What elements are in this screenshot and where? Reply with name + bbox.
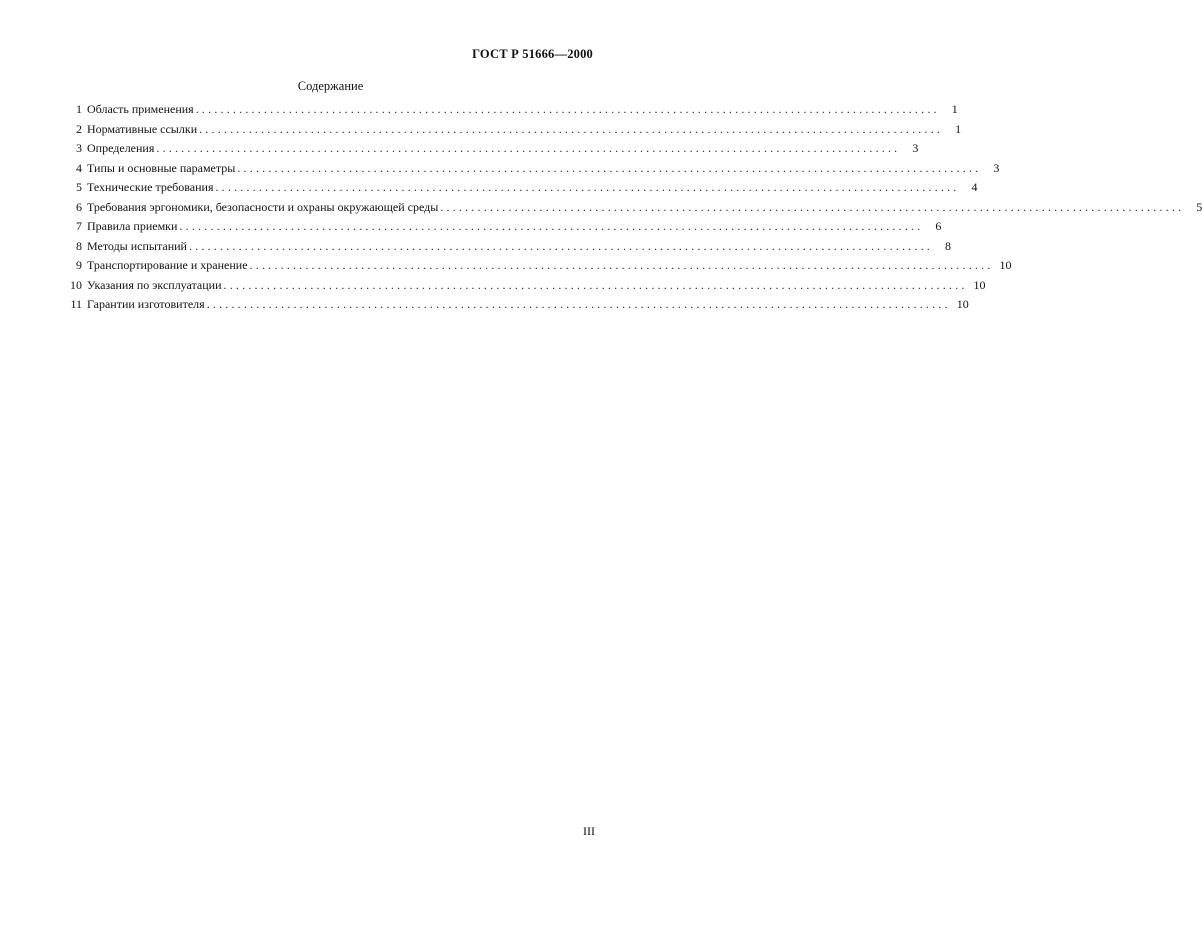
- toc-entry-page: 3: [993, 160, 1000, 175]
- toc-entry[interactable]: [62, 100, 958, 120]
- toc-entry[interactable]: [62, 198, 1202, 218]
- toc-entry-number: 4: [76, 160, 82, 175]
- toc-leader-dots: ........................................................................................................................: [249, 258, 994, 272]
- toc-entry-number: 11: [70, 297, 82, 311]
- toc-entry-page: 6: [935, 219, 942, 233]
- toc-entry-number: 6: [76, 199, 82, 214]
- toc-entry[interactable]: [62, 295, 969, 315]
- toc-entry[interactable]: [62, 237, 951, 257]
- toc-entry-page: 4: [971, 180, 978, 194]
- toc-entry-page: 10: [999, 258, 1012, 272]
- toc-leader-dots: ........................................................................................................................: [206, 297, 951, 311]
- toc-entry-title: Транспортирование и хранение: [87, 258, 248, 272]
- toc-entry-title: Методы испытаний: [87, 238, 187, 253]
- table-of-contents: [62, 100, 1202, 315]
- toc-entry-title: Технические требования: [87, 180, 214, 194]
- toc-entry-page: 10: [973, 277, 986, 292]
- toc-entry-title: Правила приемки: [87, 219, 178, 233]
- toc-entry[interactable]: [62, 256, 1012, 276]
- toc-entry-title: Указания по эксплуатации: [87, 277, 222, 292]
- toc-entry[interactable]: [62, 276, 986, 296]
- toc-entry-page: 1: [955, 121, 962, 136]
- toc-entry[interactable]: [62, 217, 942, 237]
- toc-leader-dots: ........................................................................................................................: [215, 180, 960, 194]
- toc-entry-number: 7: [76, 219, 82, 233]
- toc-entry-number: 2: [76, 121, 82, 136]
- toc-leader-dots: ........................................................................................................................: [195, 102, 940, 116]
- toc-entry-number: 3: [76, 141, 82, 155]
- toc-entry-page: 10: [956, 297, 969, 311]
- toc-title: Содержание: [297, 79, 364, 93]
- toc-entry-number: 5: [76, 180, 82, 194]
- toc-entry-title: Область применения: [87, 102, 194, 116]
- toc-leader-dots: ........................................................................................................................: [179, 219, 924, 233]
- toc-entry[interactable]: [62, 139, 919, 159]
- toc-entry[interactable]: [62, 178, 978, 198]
- toc-entry-number: 10: [70, 277, 82, 292]
- toc-entry-title: Определения: [87, 141, 155, 155]
- toc-leader-dots: ........................................................................................................................: [156, 141, 901, 155]
- toc-leader-dots: ........................................................................................................................: [223, 277, 968, 292]
- toc-entry-title: Гарантии изготовителя: [87, 297, 205, 311]
- toc-leader-dots: ........................................................................................................................: [188, 238, 933, 253]
- toc-entry-number: 1: [76, 102, 82, 116]
- toc-leader-dots: ........................................................................................................................: [440, 199, 1185, 214]
- toc-leader-dots: ........................................................................................................................: [237, 160, 982, 175]
- toc-entry-page: 8: [944, 238, 951, 253]
- toc-entry-title: Типы и основные параметры: [87, 160, 236, 175]
- toc-entry-page: 5: [1196, 199, 1202, 214]
- toc-entry-title: Требования эргономики, безопасности и охраны окружающей среды: [87, 199, 439, 214]
- toc-entry-page: 3: [912, 141, 919, 155]
- document-code: ГОСТ Р 51666—2000: [472, 47, 593, 61]
- toc-entry-page: 1: [951, 102, 958, 116]
- toc-entry[interactable]: [62, 120, 962, 140]
- toc-leader-dots: ........................................................................................................................: [199, 121, 944, 136]
- toc-entry-number: 8: [76, 238, 82, 253]
- toc-entry-title: Нормативные ссылки: [87, 121, 198, 136]
- toc-entry[interactable]: [62, 159, 1000, 179]
- page-number: III: [583, 824, 595, 838]
- toc-entry-number: 9: [76, 258, 82, 272]
